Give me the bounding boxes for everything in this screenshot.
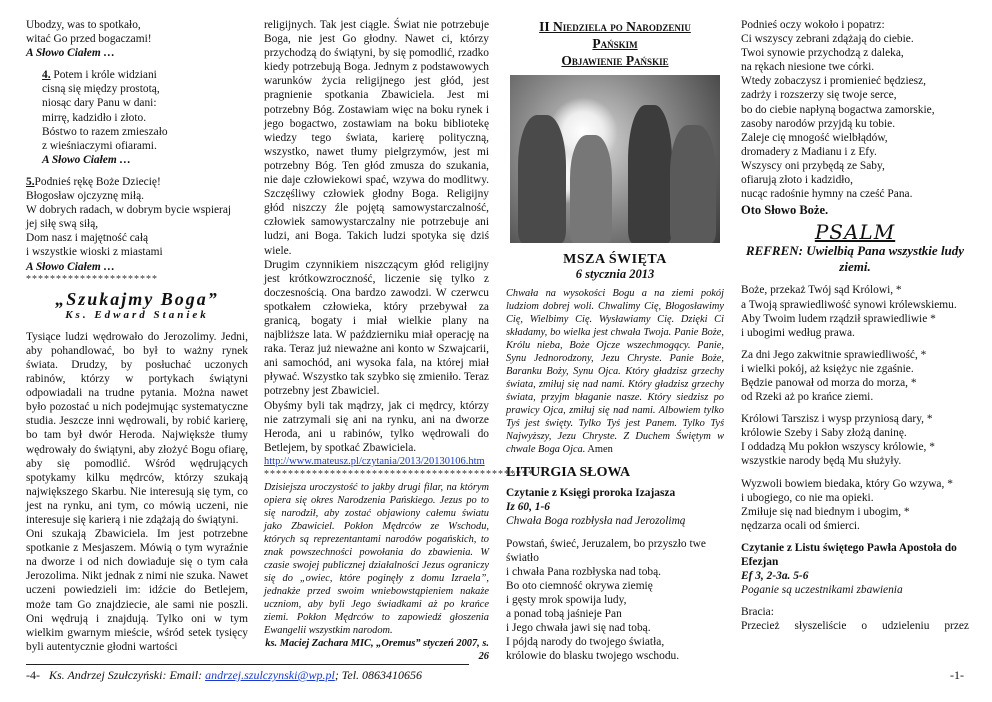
- psalm-line: Królowi Tarszisz i wysp przyniosą dary, *: [741, 413, 933, 426]
- reading-line: na rękach niesione twe córki.: [741, 61, 875, 74]
- reading-line: zadrży i rozszerzy się twoje serce,: [741, 89, 897, 102]
- page-number-right: -1-: [950, 668, 964, 682]
- carol-refrain: A Słowo Ciałem …: [26, 260, 115, 273]
- reading-ref: Iz 60, 1-6: [506, 501, 550, 514]
- reading-line: I pójdą narody do twojego światła,: [506, 636, 665, 649]
- article-body: religijnych. Tak jest ciągle. Świat nie potrzebuje Boga, nie jest Go głodny. Nawet ci, którzy przychodzą do świątyni, by się pomodlić, rzadko kiedy potrzebują Boga. Jednym z podstawowych warunków życia religijnego jest głód, jest pragnienie spotkania Zbawiciela. Jest mi potrzebny Bóg. Zostawiam więc na boku rynek i jego bogactwo, zostawiam na boku bibliotekę wiedzy tego świata, karierę polityczną, wszystko, nawet tłumy pielgrzymów, jest mi potrzebny Bóg. Ten głód zmusza do szukania, nie daje człowiekowi spać, wzywa do modlitwy. Szczęśliwy człowiek głodny Boga. Religijny głód niszczy źle pojętą samowystarczalność, człowiek samowystarczalny nie potrzebuje ani ludzi, ani Boga. Takich ludzi spotyka się dziś wiele.: [264, 19, 489, 257]
- psalm-refrain: REFREN: Uwielbią Pana wszystkie ludy ziemi.: [745, 243, 965, 275]
- article-body: Obyśmy byli tak mądrzy, jak ci mędrcy, którzy nie zatrzymali się ani na rynku, ani na dworze Heroda, ani u rabinów, tylko wędrowali do Betlejem, by spotkać Zbawiciela.: [264, 399, 489, 454]
- reading-line: Wtedy zobaczysz i promienieć będziesz,: [741, 75, 927, 88]
- separator-stars: **********************: [26, 273, 158, 285]
- footer-left: [26, 668, 422, 683]
- gloria-text: Chwała na wysokości Bogu a na ziemi pokój ludziom dobrej woli. Chwalimy Cię, Błogosławimy Cię, Wielbimy Cię. Wysławiamy Cię. Dzięki Ci składamy, bo wielka jest chwała Twoja. Panie Boże, Królu nieba, Boże Ojcze wszechmogący. Panie, Synu Jednorodzony, Jezu Chryste. Panie Boże, Baranku Boży, Synu Ojca. Który gładzisz grzechy świata, zmiłuj się nad nami. Który gładzisz grzechy świata, przyjm błaganie nasze. Który siedzisz po prawicy Ojca, zmiłuj się nad nami. Albowiem tylko Tyś jest święty. Tylko Tyś jest Panem. Tylko Tyś Najwyższy, Jezu Chryste. Z Duchem Świętym w chwale Boga Ojca. Amen: [506, 288, 724, 456]
- reading-line: i chwała Pana rozbłyska nad tobą.: [506, 565, 661, 578]
- reading-line: Powstań, świeć, Jeruzalem, bo przyszło twe światło: [506, 537, 706, 564]
- reading-line: i gęsty mrok spowija ludy,: [506, 593, 627, 606]
- psalm-line: I oddadzą Mu pokłon wszyscy królowie, *: [741, 441, 935, 454]
- article-body: Oni szukają Zbawiciela. Im jest potrzebne spotkanie z Mesjaszem. Mówią o tym wyraźnie na dworze i od nich dowiaduje się o tym cała Jerozolima. Nikt jednak z nimi nie szuka. Nawet uczeni powiedzieli im: idźcie do Betlejem, może tam Go znajdziecie, ale sami nie poszli. Oni wędrują i znajdują. Tylko oni w tym wielkim gwarnym mieście, wśród setek tysięcy byli autentycznie głodni wartości: [26, 528, 248, 653]
- reading-line: Bo oto ciemność okrywa ziemię: [506, 579, 653, 592]
- psalm-line: i ubogiego, co nie ma opieki.: [741, 491, 874, 504]
- reading-line: Ci wszyscy zebrani zdążają do ciebie.: [741, 33, 914, 46]
- carol-line: Dom nasz i majętność całą: [26, 232, 149, 245]
- page-number-left: -4-: [26, 668, 40, 682]
- psalm-line: królowie Szeby i Saby złożą daninę.: [741, 427, 907, 440]
- reading-line: Bracia:: [741, 606, 774, 619]
- carol-line: niosąc dary Panu w dani:: [42, 97, 157, 110]
- psalm-line: nędzarza ocali od śmierci.: [741, 519, 860, 532]
- psalm-line: Aby Twoim ludem rządził sprawiedliwie *: [741, 312, 936, 325]
- sunday-heading: Pańskim: [592, 36, 638, 51]
- reading-subtitle: Chwała Boga rozbłysła nad Jerozolimą: [506, 515, 686, 528]
- reading-subtitle: Poganie są uczestnikami zbawienia: [741, 584, 903, 597]
- footer-phone: ; Tel. 0863410656: [334, 668, 423, 682]
- sunday-heading: II Niedziela po Narodzeniu: [539, 19, 691, 34]
- psalm-line: i ubogimi według prawa.: [741, 326, 855, 339]
- reading-line: bo do ciebie napłyną bogactwa zamorskie,: [741, 103, 935, 116]
- psalm-line: wszystkie narody będą Mu służyły.: [741, 455, 902, 468]
- column-1: [26, 18, 248, 654]
- liturgy-heading: LITURGIA SŁOWA: [506, 465, 631, 481]
- reading-line: nucąc radośnie hymny na cześć Pana.: [741, 188, 913, 201]
- reading-title: Czytanie z Księgi proroka Izajasza: [506, 487, 676, 500]
- article-title: „Szukajmy Boga”: [55, 288, 219, 309]
- carol-line: W dobrych radach, w dobrym bycie wspieraj: [26, 204, 232, 217]
- reading-line: Zaleje cię mnogość wielbłądów,: [741, 131, 888, 144]
- reading-ref: Ef 3, 2-3a. 5-6: [741, 570, 809, 583]
- psalm-line: a Twoją sprawiedliwość synowi królewskiemu.: [741, 298, 957, 311]
- psalm-line: Zmiłuje się nad biednym i ubogim, *: [741, 505, 910, 518]
- source-link[interactable]: http://www.mateusz.pl/czytania/2013/20130106.htm: [264, 455, 485, 467]
- footer-email-link[interactable]: andrzej.szulczynski@wp.pl: [205, 668, 335, 682]
- carol-refrain: A Słowo Ciałem …: [26, 47, 115, 60]
- column-4: [741, 18, 969, 633]
- carol-line: Ubodzy, was to spotkało,: [26, 19, 141, 31]
- commentary-source: ks. Maciej Zachara MIC, „Oremus” styczeń 2007, s. 26: [265, 638, 489, 662]
- column-3: [506, 18, 724, 663]
- reading-line: Wszyscy oni przybędą ze Saby,: [741, 159, 885, 172]
- sunday-heading: Objawienie Pańskie: [561, 53, 669, 68]
- reading-title: Czytanie z Listu świętego Pawła Apostoła do Efezjan: [741, 541, 957, 568]
- psalm-line: Będzie panował od morza do morza, *: [741, 376, 917, 389]
- mass-date: 6 stycznia 2013: [575, 267, 655, 282]
- psalm-line: Za dni Jego zakwitnie sprawiedliwość, *: [741, 348, 927, 361]
- reading-line: Podnieś oczy wokoło i popatrz:: [741, 19, 885, 31]
- article-body: Tysiące ludzi wędrowało do Jerozolimy. Jedni, aby pohandlować, bo był to ważny rynek świata. Drudzy, by posłuchać uczonych rabinów, którzy w portykach świątyni odpowiadali na trudne pytania. Można nawet było pozostać u nich podejmując systematyczne studia. Jeszcze inni wędrowali, by robić karierę, bo tam był dwór Heroda. Najwięksże tłumy wędrowały do świątyni, aby złożyć Bogu ofiarę, aby się pomodlić. Wśród wędrujących spotykamy kilku mędrców, którzy szukają największego Skarbu. Nie interesują się tym, co jest na rynku, ani tym, co mówią uczeni, nie interesuje się karierą i nie zdążają do świątyni.: [26, 330, 248, 526]
- carol-line: witać Go przed bogaczami!: [26, 33, 152, 46]
- psalm-line: od Rzeki aż po krańce ziemi.: [741, 391, 874, 404]
- reading-line: ofiarują złoto i kadzidło,: [741, 174, 853, 187]
- footer-author: Ks. Andrzej Szułczyński: Email:: [49, 668, 203, 682]
- word-of-god: Oto Słowo Boże.: [741, 203, 829, 218]
- reading-line: a ponad tobą jaśnieje Pan: [506, 608, 622, 621]
- mass-title: MSZA ŚWIĘTA: [563, 252, 667, 267]
- psalm-heading: PSALM: [814, 220, 896, 245]
- psalm-line: i wielki pokój, aż księżyc nie zgaśnie.: [741, 362, 914, 375]
- reading-line: zasoby narodów przyjdą ku tobie.: [741, 117, 896, 130]
- carol-refrain: A Słowo Ciałem …: [42, 153, 131, 166]
- carol-line: z wieśniaczymi ofiarami.: [42, 139, 157, 152]
- reading-line: Twoi synowie przychodzą z daleka,: [741, 47, 904, 60]
- psalm-line: Wyzwoli bowiem biedaka, który Go wzywa, *: [741, 477, 953, 490]
- reading-line: i Jego chwała jawi się nad tobą.: [506, 622, 651, 635]
- article-body: Drugim czynnikiem niszczącym głód religijny jest krótkowzroczność, liczenie się tylko z doczesnością. Ona bardzo zawodzi. W czerwcu spotkałem człowieka, który przebywał za granicą, bogaty i miał wielkie plany na najbliższe lata. W październiku miał operację na raka. Teraz już nieważne ani konto w Szwajcarii, ani samochód, ani wysoka fala, na której miał pływać. Wszystko tak szybko się zmieniło. Teraz potrzebny jest Zbawiciel.: [264, 258, 489, 398]
- carol-line: cisną się między prostotą,: [42, 83, 160, 96]
- footer-rule: [26, 664, 469, 665]
- carol-line: mirrę, kadzidło i złoto.: [42, 111, 147, 124]
- carol-verse-4: 4. Potem i króle widziani: [42, 69, 157, 82]
- carol-line: Bóstwo to razem zmieszało: [42, 125, 168, 138]
- reading-line: Przecież słyszeliście o udzieleniu przez: [741, 620, 969, 633]
- separator-stars: *********************************************: [264, 469, 534, 480]
- carol-verse-5: 5.Podnieś rękę Boże Dziecię!: [26, 175, 161, 188]
- carol-line: i wszystkie wioski z miastami: [26, 246, 163, 259]
- psalm-line: Boże, przekaż Twój sąd Królowi, *: [741, 284, 902, 297]
- carol-line: Błogosław ojczyznę miłą.: [26, 190, 144, 203]
- commentary-quote: Dzisiejsza uroczystość to jakby drugi filar, na którym opiera się okres Narodzenia Pańskiego. Jezus po to się narodził, aby zostać objawiony całemu światu jako Zbawiciel. Pokłon Mędrców ze Wschodu, których są reprezentantami narodów pogańskich, to znak powszechności powołania do zbawienia. W czasie swojej publicznej działalności Jezus ograniczy się do „owiec, które poginęły z domu Izraela”, jednakże przed swoim wniebowstąpieniem nakaże uczniom, aby byli Jego świadkami aż po krańce ziemi. Pokłon Mędrców to zapowiedź głoszenia Ewangelii wszystkim narodom.: [264, 482, 489, 636]
- reading-line: królowie do blasku twojego wschodu.: [506, 650, 680, 663]
- carol-line: jej siłę swą siłą,: [26, 218, 99, 231]
- reading-line: dromadery z Madianu i z Efy.: [741, 145, 877, 158]
- article-author: Ks. Edward Staniek: [65, 308, 209, 321]
- epiphany-painting: [510, 75, 720, 243]
